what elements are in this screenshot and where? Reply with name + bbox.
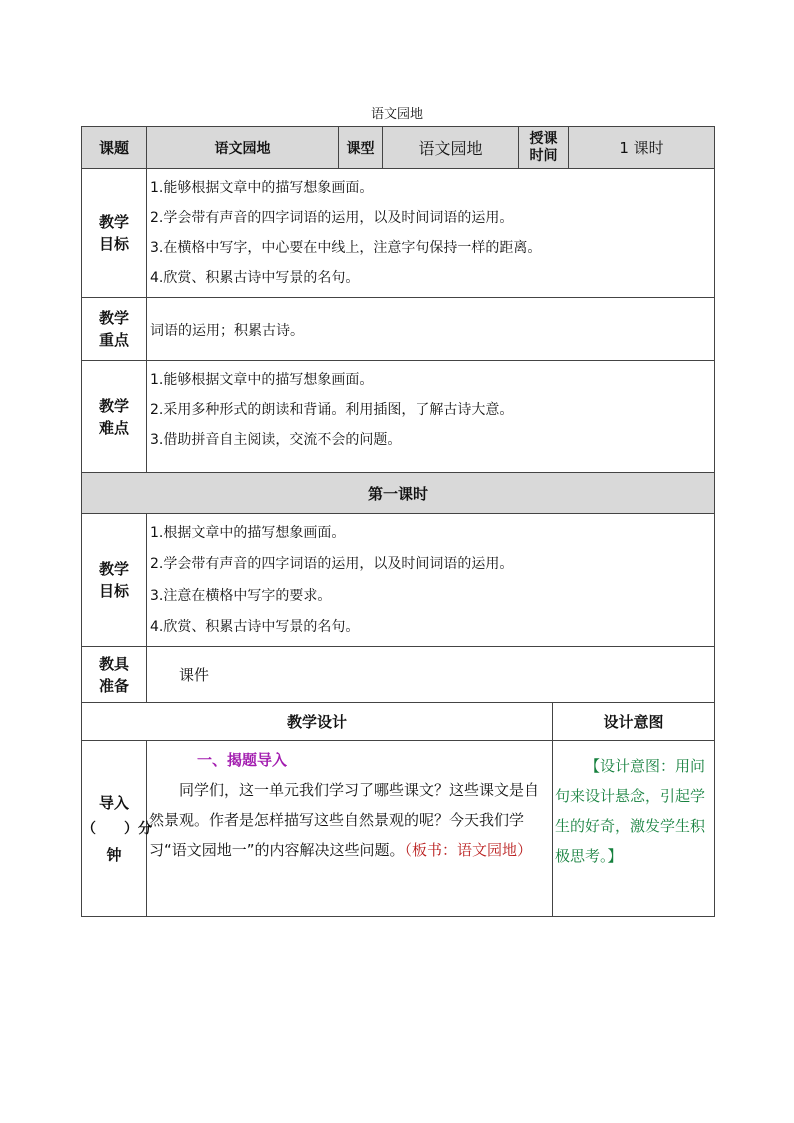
tools-label-line1: 教具 xyxy=(98,654,129,673)
intent-text: 【设计意图：用问句来设计悬念，引起学生的好奇，激发学生积极思考。】 xyxy=(555,757,706,865)
intent-content xyxy=(553,741,715,917)
design-col-header: 教学设计 xyxy=(82,703,553,741)
difficulties-label-line1: 教学 xyxy=(98,396,129,415)
key-points-text: 词语的运用；积累古诗。 xyxy=(147,298,715,361)
lesson1-goal-item: 2.学会带有声音的四字词语的运用，以及时间词语的运用。 xyxy=(150,556,514,572)
time-label xyxy=(519,127,569,169)
lesson1-goals-row xyxy=(82,514,715,647)
tools-value: 课件 xyxy=(147,647,715,703)
lesson1-goals-label-line2: 目标 xyxy=(98,582,129,600)
lesson-plan-table xyxy=(81,126,715,917)
intro-paragraph-text: 同学们，这一单元我们学习了哪些课文？这些课文是自然景观。作者是怎样描写这些自然景观的呢？今天我们学习“语文园地一”的内容解决这些问题。 xyxy=(149,781,540,859)
tools-label xyxy=(82,647,147,703)
type-label: 课型 xyxy=(339,127,383,169)
lesson1-heading-row xyxy=(82,473,715,514)
lesson1-heading: 第一课时 xyxy=(82,473,715,514)
goals-content xyxy=(147,169,715,298)
difficulty-item: 2.采用多种形式的朗读和背诵。利用插图，了解古诗大意。 xyxy=(150,402,514,418)
topic-value: 语文园地 xyxy=(147,127,339,169)
tools-label-line2: 准备 xyxy=(98,676,129,695)
goal-item: 2.学会带有声音的四字词语的运用，以及时间词语的运用。 xyxy=(150,210,514,226)
topic-label: 课题 xyxy=(82,127,147,169)
lesson1-goals-content xyxy=(147,514,715,647)
goal-item: 4.欣赏、积累古诗中写景的名句。 xyxy=(150,270,360,286)
key-points-label-line2: 重点 xyxy=(98,331,129,349)
goal-item: 1.能够根据文章中的描写想象画面。 xyxy=(150,180,374,196)
tools-row xyxy=(82,647,715,703)
time-label-line1: 授课 xyxy=(529,130,558,147)
goals-row xyxy=(82,169,715,298)
intro-row xyxy=(82,741,715,917)
header-row xyxy=(82,127,715,169)
intro-label-line1: 导入 xyxy=(98,793,129,812)
key-points-row xyxy=(82,298,715,361)
difficulty-item: 3.借助拼音自主阅读，交流不会的问题。 xyxy=(150,432,402,448)
difficulties-content xyxy=(147,361,715,473)
intent-col-header: 设计意图 xyxy=(553,703,715,741)
intro-section-title: 一、揭题导入 xyxy=(197,751,288,769)
intro-label-line3: 钟 xyxy=(106,845,122,864)
difficulties-label xyxy=(82,361,147,473)
intro-paragraph xyxy=(149,775,552,865)
time-value: 1 课时 xyxy=(569,127,715,169)
goals-label-line1: 教学 xyxy=(98,213,129,231)
key-points-label xyxy=(82,298,147,361)
goal-item: 3.在横格中写字，中心要在中线上，注意字句保持一样的距离。 xyxy=(150,240,542,256)
time-label-line2: 时间 xyxy=(529,147,558,164)
difficulties-row xyxy=(82,361,715,473)
type-value: 语文园地 xyxy=(383,127,519,169)
goals-label xyxy=(82,169,147,298)
lesson1-goal-item: 4.欣赏、积累古诗中写景的名句。 xyxy=(150,619,360,635)
design-header-row xyxy=(82,703,715,741)
document-title: 语文园地 xyxy=(370,107,423,122)
lesson1-goal-item: 3.注意在横格中写字的要求。 xyxy=(150,588,332,604)
lesson1-goals-label xyxy=(82,514,147,647)
intro-label xyxy=(82,741,152,917)
difficulties-label-line2: 难点 xyxy=(98,418,129,437)
board-note: （板书：语文园地） xyxy=(404,841,533,859)
lesson1-goals-label-line1: 教学 xyxy=(98,560,129,578)
lesson1-goal-item: 1.根据文章中的描写想象画面。 xyxy=(150,525,346,541)
key-points-label-line1: 教学 xyxy=(98,309,129,327)
intro-content xyxy=(147,741,553,917)
difficulty-item: 1.能够根据文章中的描写想象画面。 xyxy=(150,372,374,388)
goals-label-line2: 目标 xyxy=(98,235,129,253)
intro-label-line2: （ ）分 xyxy=(82,820,152,837)
